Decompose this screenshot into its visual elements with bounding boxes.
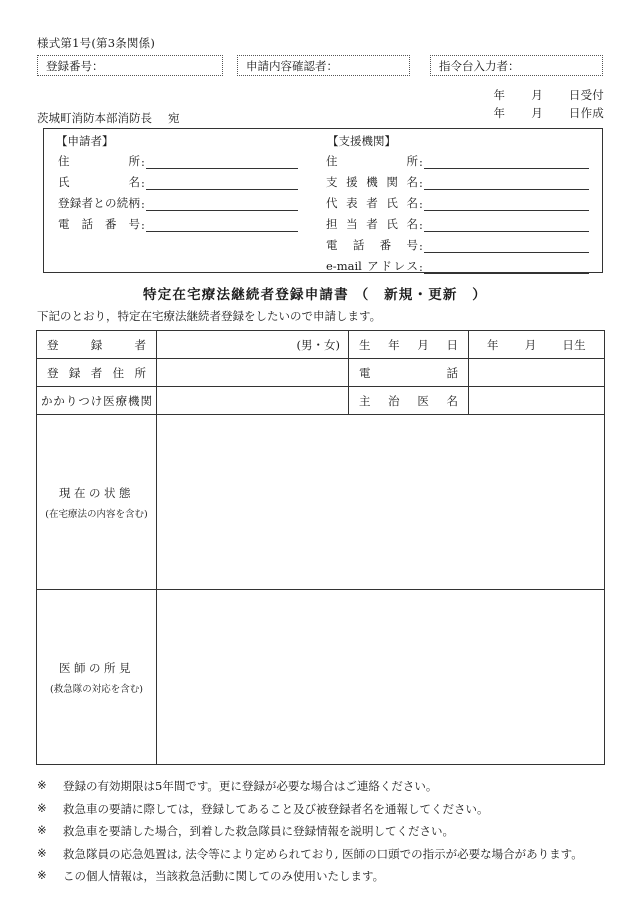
support-email-label: e-mail アドレス <box>326 259 418 273</box>
created-day: 日作成 <box>568 106 604 120</box>
note-text: 救急隊員の応急処置は, 法令等により定められており, 医師の口頭での指示が必要な場合があります。 <box>63 846 583 861</box>
support-org-name-input[interactable] <box>424 177 589 190</box>
registrant-label: 登録者 <box>37 331 157 359</box>
page-title: 特定在宅療法継続者登録申請書 （ 新規・更新 ） <box>143 287 487 303</box>
received-date-line <box>493 87 604 103</box>
phone-value[interactable] <box>469 359 605 387</box>
note-mark-icon: ※ <box>37 845 47 860</box>
family-clinic-label: かかりつけ医療機関 <box>37 387 157 415</box>
phone-label: 電話 <box>349 359 469 387</box>
note-mark-icon: ※ <box>37 800 47 815</box>
note-mark-icon: ※ <box>37 868 47 882</box>
list-item <box>37 846 612 862</box>
application-checker-box[interactable]: 申請内容確認者： <box>237 55 410 76</box>
table-row <box>37 359 605 387</box>
registrant-address-value[interactable] <box>157 359 349 387</box>
gender-choice[interactable]: (男・女) <box>296 337 340 352</box>
doctor-opinion-label-cell <box>37 590 157 765</box>
support-contact-person-row: 担当者氏名 : <box>326 216 589 232</box>
registration-number-box[interactable]: 登録番号： <box>37 55 223 76</box>
applicant-address-input[interactable] <box>146 156 298 169</box>
applicant-name-row: 氏 名 : <box>58 174 298 190</box>
support-org-heading: 【支援機関】 <box>327 134 396 148</box>
created-month: 月 <box>531 106 543 120</box>
addressee-name: 茨城町消防本部消防長 <box>37 111 152 125</box>
table-row <box>37 331 605 359</box>
primary-doctor-label: 主治医名 <box>349 387 469 415</box>
doctor-opinion-value[interactable] <box>157 590 605 765</box>
table-row <box>37 387 605 415</box>
current-condition-value[interactable] <box>157 415 605 590</box>
applicant-name-label: 氏 名 <box>58 175 140 189</box>
birth-month: 月 <box>524 337 537 352</box>
applicant-relation-row: 登録者との続柄 : <box>58 195 298 211</box>
list-item <box>37 868 612 884</box>
doctor-opinion-label: 医師の所見 <box>59 660 134 675</box>
applicant-phone-input[interactable] <box>146 219 298 232</box>
registration-table <box>36 330 605 765</box>
support-address-row: 住 所 : <box>326 153 589 169</box>
applicant-phone-label: 電話番号 <box>58 217 140 231</box>
primary-doctor-value[interactable] <box>469 387 605 415</box>
dispatch-desk-operator-box[interactable]: 指令台入力者： <box>430 55 603 76</box>
current-condition-sublabel: (在宅療法の内容を含む) <box>45 508 148 520</box>
birth-year: 年 <box>487 337 499 352</box>
note-text: この個人情報は，当該救急活動に関してのみ使用いたします。 <box>63 869 385 883</box>
registrant-address-label: 登録者住所 <box>37 359 157 387</box>
applicant-relation-input[interactable] <box>146 198 298 211</box>
support-contact-person-input[interactable] <box>424 219 589 232</box>
birth-day: 日生 <box>562 337 586 352</box>
note-mark-icon: ※ <box>37 823 47 837</box>
form-number: 様式第1号(第3条関係) <box>37 36 156 50</box>
list-item <box>37 823 612 839</box>
note-text: 登録の有効期限は5年間です。更に登録が必要な場合はご連絡ください。 <box>63 779 438 793</box>
support-phone-row: 電話番号 : <box>326 237 589 253</box>
birthdate-value[interactable] <box>469 331 605 359</box>
support-representative-row: 代表者氏名 : <box>326 195 589 211</box>
lead-paragraph: 下記のとおり，特定在宅療法継続者登録をしたいので申請します。 <box>37 309 382 323</box>
created-year: 年 <box>493 106 506 120</box>
family-clinic-value[interactable] <box>157 387 349 415</box>
list-item <box>37 778 612 794</box>
applicant-name-input[interactable] <box>146 177 298 190</box>
registrant-value[interactable] <box>157 331 349 359</box>
table-row <box>37 590 605 765</box>
created-date-line <box>493 105 604 121</box>
current-condition-label-cell <box>37 415 157 590</box>
notes-list <box>37 778 612 891</box>
doctor-opinion-sublabel: (救急隊の対応を含む) <box>50 683 143 695</box>
note-text: 救急車の要請に際しては，登録してあること及び被登録者名を通報してください。 <box>63 801 489 816</box>
applicant-phone-row: 電話番号 : <box>58 216 298 232</box>
note-text: 救急車を要請した場合，到着した救急隊員に登録情報を説明してください。 <box>63 824 454 838</box>
support-phone-label: 電話番号 <box>326 238 418 252</box>
list-item <box>37 801 612 817</box>
received-day: 日受付 <box>568 88 604 102</box>
applicant-support-box <box>43 128 603 273</box>
applicant-address-label: 住 所 <box>58 154 140 168</box>
support-contact-person-label: 担当者氏名 <box>326 217 418 231</box>
support-address-input[interactable] <box>424 156 589 169</box>
birthdate-label: 生年月日 <box>349 331 469 359</box>
addressee-suffix: 宛 <box>168 111 180 125</box>
support-representative-input[interactable] <box>424 198 589 211</box>
support-address-label: 住 所 <box>326 154 418 168</box>
table-row <box>37 415 605 590</box>
current-condition-label: 現在の状態 <box>59 485 134 500</box>
applicant-address-row: 住 所 : <box>58 153 298 169</box>
support-email-row: e-mail アドレス : <box>326 258 589 274</box>
received-year: 年 <box>493 88 506 102</box>
applicant-relation-label: 登録者との続柄 <box>58 196 140 210</box>
support-email-input[interactable] <box>424 261 589 274</box>
received-month: 月 <box>531 88 543 102</box>
support-phone-input[interactable] <box>424 240 589 253</box>
support-org-name-row: 支援機関名 : <box>326 174 589 190</box>
note-mark-icon: ※ <box>37 778 47 792</box>
support-representative-label: 代表者氏名 <box>326 196 418 210</box>
support-org-name-label: 支援機関名 <box>326 175 418 189</box>
addressee-line <box>37 110 180 126</box>
applicant-heading: 【申請者】 <box>56 134 114 148</box>
